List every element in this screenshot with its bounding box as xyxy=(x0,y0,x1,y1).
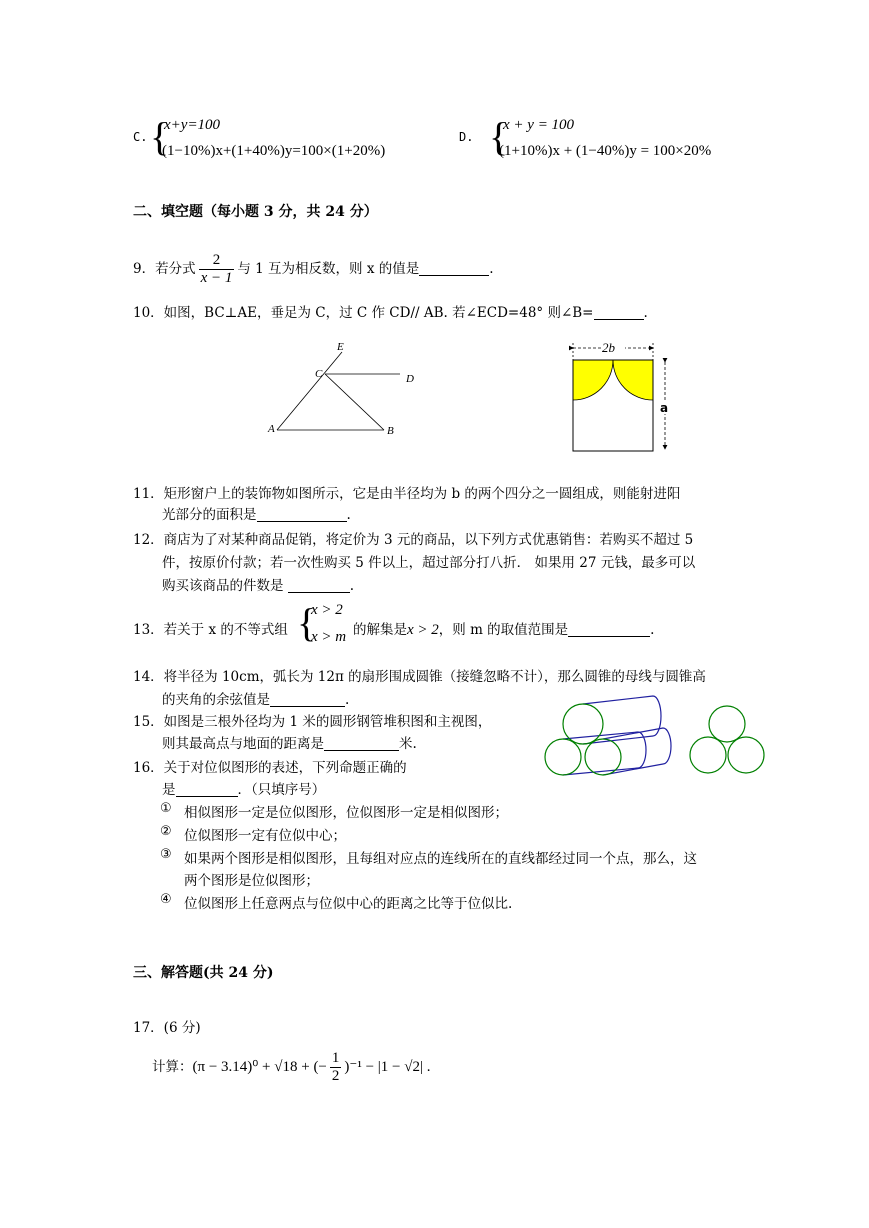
label-d: D xyxy=(406,373,414,385)
q17-label: 计算： xyxy=(152,1058,193,1075)
question-17-expression xyxy=(152,1050,430,1085)
q9-end: . xyxy=(489,261,494,277)
q9-frac-den: x − 1 xyxy=(200,270,233,286)
q17-expr1: (π − 3.14)⁰ + √18 + (− xyxy=(192,1058,327,1075)
front-circle-left xyxy=(690,737,726,773)
q17-fraction xyxy=(330,1050,342,1085)
question-15-line2 xyxy=(162,732,417,752)
question-12-line3 xyxy=(162,574,354,594)
q11-line1: 11．矩形窗户上的装饰物如图所示，它是由半径均为 b 的两个四分之一圆组成，则能射进阳 xyxy=(133,486,681,502)
q16-item3-text: 如果两个图形是相似图形，且每组对应点的连线所在的直线都经过同一个点，那么，这 xyxy=(184,851,697,867)
q9-suffix: 与 1 互为相反数，则 x 的值是 xyxy=(237,261,420,277)
q14-line2: 的夹角的余弦值是 xyxy=(162,692,270,708)
q12-line3: 购买该商品的件数是 xyxy=(162,578,284,594)
option-d-label: D. xyxy=(459,130,474,144)
option-c-eq1: x+y=100 xyxy=(164,117,221,133)
q15-line2: 则其最高点与地面的距离是 xyxy=(162,736,324,752)
front-circle-right xyxy=(728,737,764,773)
q16-line1: 16．关于对位似图形的表述，下列命题正确的 xyxy=(133,760,407,776)
q10-answer-blank[interactable] xyxy=(594,305,644,320)
q13-middle: 的解集是 xyxy=(353,622,407,638)
q12-end: . xyxy=(349,578,355,594)
label-b: B xyxy=(387,425,394,437)
q16-item4-num: ④ xyxy=(160,892,172,907)
q16-item2-text: 位似图形一定有位似中心； xyxy=(184,828,346,844)
q13-end: . xyxy=(650,622,655,638)
option-d-eq1: x + y = 100 xyxy=(503,117,575,133)
option-c-eq2: (1−10%)x+(1+40%)y=100×(1+20%) xyxy=(162,143,386,159)
line-ae xyxy=(277,352,342,430)
q17-frac-den: 2 xyxy=(331,1068,340,1084)
q17-expr2: )⁻¹ − |1 − √2| . xyxy=(344,1058,431,1075)
question-9 xyxy=(133,252,494,287)
q16-item4-text: 位似图形上任意两点与位似中心的距离之比等于位似比. xyxy=(184,896,513,912)
quarter-circle-left xyxy=(573,360,613,400)
q13-prefix: 13．若关于 x 的不等式组 xyxy=(133,622,288,638)
q12-line1: 12．商店为了对某种商品促销，将定价为 3 元的商品，以下列方式优惠销售：若购买不超过 5 xyxy=(133,532,694,548)
q13-brace: { xyxy=(297,600,317,645)
q16-item3-num: ③ xyxy=(160,847,172,862)
q17-frac-num: 1 xyxy=(331,1050,340,1066)
option-d-eq2: (1+10%)x + (1−40%)y = 100×20% xyxy=(499,143,712,159)
pipe-end-left xyxy=(545,739,581,775)
question-16-line2 xyxy=(162,778,325,798)
label-a: a xyxy=(660,401,669,415)
q15-line1: 15．如图是三根外径均为 1 米的圆形钢管堆积图和主视图， xyxy=(133,714,492,730)
q16-item2-num: ② xyxy=(160,824,172,839)
label-c: C xyxy=(315,368,323,380)
figure-pipes xyxy=(540,692,770,778)
figure-triangle xyxy=(265,338,425,448)
q13-cond: x > 2 xyxy=(407,622,439,638)
line-cb xyxy=(325,374,384,430)
q9-answer-blank[interactable] xyxy=(419,261,489,276)
q14-line1: 14．将半径为 10cm，弧长为 12π 的扇形围成圆锥（接缝忽略不计），那么圆锥的母线与圆锥高 xyxy=(133,669,706,685)
front-view xyxy=(690,706,764,773)
figure-window xyxy=(566,338,676,453)
question-11-line2 xyxy=(162,503,351,523)
section-2-title: 二、填空题（每小题 3 分，共 24 分） xyxy=(133,204,378,220)
q16-line2-prefix: 是 xyxy=(162,782,176,798)
q10-text: 10．如图，BC⊥AE，垂足为 C，过 C 作 CD// AB. 若∠ECD=48° 则∠B= xyxy=(133,305,594,321)
q12-line2: 件，按原价付款；若一次性购买 5 件以上，超过部分打八折． 如果用 27 元钱，最多可以 xyxy=(162,555,696,571)
q14-end: . xyxy=(345,692,350,708)
q14-answer-blank[interactable] xyxy=(270,692,345,707)
q16-item3-cont: 两个图形是位似图形； xyxy=(184,873,319,889)
q13-ineq2: x > m xyxy=(311,629,347,645)
q16-answer-blank[interactable] xyxy=(176,782,238,797)
q9-fraction xyxy=(199,252,235,287)
q10-end: . xyxy=(643,305,648,321)
q15-end: 米. xyxy=(399,736,417,752)
q11-answer-blank[interactable] xyxy=(257,507,347,522)
q16-item1-text: 相似图形一定是位似图形，位似图形一定是相似图形； xyxy=(184,805,508,821)
label-2b: 2b xyxy=(602,340,615,355)
pipe-end-right xyxy=(585,739,621,775)
q15-answer-blank[interactable] xyxy=(324,736,399,751)
pipe-stack xyxy=(545,696,671,775)
question-14-line2 xyxy=(162,688,349,708)
question-13-rest xyxy=(353,618,654,639)
quarter-circle-right xyxy=(613,360,653,400)
option-d-brace: { xyxy=(489,114,509,159)
q13-suffix: ，则 m 的取值范围是 xyxy=(438,622,569,638)
section-3-title: 三、解答题(共 24 分) xyxy=(133,965,274,981)
q16-line2-suffix: ．（只填序号） xyxy=(237,782,326,798)
q9-frac-num: 2 xyxy=(212,252,221,268)
front-circle-top xyxy=(709,706,745,742)
q12-answer-blank[interactable] xyxy=(288,578,350,593)
q13-answer-blank[interactable] xyxy=(568,622,650,637)
label-e: E xyxy=(337,341,344,353)
pipe-end-top xyxy=(563,704,603,744)
option-c-label: C. xyxy=(133,130,148,144)
option-c-brace: { xyxy=(150,114,170,159)
q16-item1-num: ① xyxy=(160,801,172,816)
q11-line2: 光部分的面积是 xyxy=(162,507,257,523)
q13-ineq1: x > 2 xyxy=(311,602,343,618)
question-10 xyxy=(133,301,648,321)
q9-prefix: 9．若分式 xyxy=(133,261,196,277)
q11-end: . xyxy=(346,507,351,523)
q17-head: 17．(6 分) xyxy=(133,1020,201,1036)
label-a: A xyxy=(268,423,275,435)
